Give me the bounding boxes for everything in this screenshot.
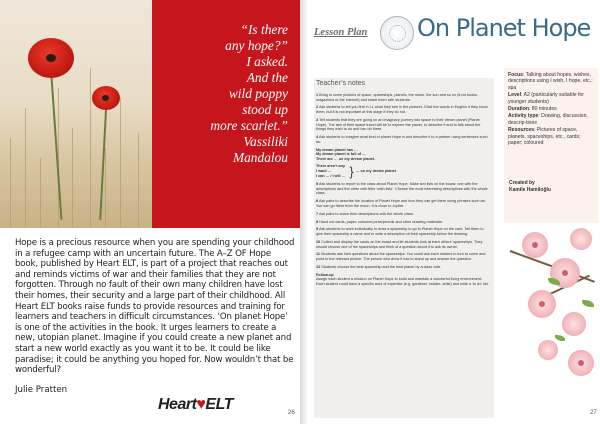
teachers-notes-panel (314, 78, 494, 418)
lesson-info-sidebar: Focus: Talking about hopes, wishes, descriptions using I wish, I hope, etc.; spa Level: A2 (particularly suitable for younger students) Duration: 80 minutes Activity type: Drawing, discussion, descrip-tions Resources: Pictures of space, planets, spaceships, etc., cards; paper; coloured (504, 68, 598, 223)
quote-box (152, 0, 300, 228)
step: 9 Ask students to work individually to draw a spaceship to go to Planet Hope on the card. Tell them to give their spaceship a name and to write a description of their spaceship below the drawing. (316, 227, 484, 237)
step: 8 Hand out cards, paper, coloured pens/pencils and other drawing materials. (316, 219, 443, 224)
step: 7 Ask pairs to share their descriptions with the whole class. (316, 211, 414, 216)
intro-paragraph: Hope is a precious resource when you are spending your childhood in a refugee camp with an uncertain future. The A–Z OF Hope book, published by Heart ELT, is part of a project that reaches out and reminds victims of war and their families that they are not forgotten. Through no fault of their own many children have lost their homes, their security and a large part of their childhood. All Heart ELT books raise funds to provide resources and training for learners and teachers in difficult circumstances. ‘On planet Hope’ is one of the activities in the book. It urges learners to create a new, utopian planet. Imagine if you could create a new planet and start a new world exactly as you want it to be. It could be like paradise; it could be anything you hoped for. Now wouldn’t that be wonderful? (15, 238, 295, 376)
planet-icon (380, 16, 414, 50)
sentence-patterns: My dream planet has … My dream planet is full of … There are … on my dream planet. There aren’t any I want … I can … / I will … } … on my dream planet (316, 147, 396, 179)
page-title: On Planet Hope (417, 14, 591, 42)
notes-heading: Teacher’s notes (316, 80, 366, 87)
heart-elt-logo: Heart♥ELT (158, 396, 233, 413)
step: 4 Ask students to imagine what kind of planet Hope is and describe it to a partner using sentences such as: (316, 135, 488, 144)
step: 1 Bring in some pictures of space, spaceships, planets, the moon, the sun and so on (from books, magazines or the internet) and share them with students. (316, 93, 478, 102)
author-name: Julie Pratten (15, 385, 68, 395)
page-number-left: 26 (288, 410, 295, 416)
brace-icon: } (349, 163, 354, 179)
step: 3 Tell students that they are going on an imaginary journey into space to their dream planet (Planet Hope). The aim of their space travel will be to explore the planet, to describe it and to talk about the things they wish to do and can do there. (316, 117, 481, 132)
step: 5 Ask students to report to the class about Planet Hope. Make two lists on the board: one with the descriptions and the other with their ‘wish lists’. Choose the most interesting descriptions with the whole class. (316, 182, 488, 196)
follow-up: Follow-up Assign each student a mission on Planet Hope to build and maintain a wonderful living environment. Each student could have a specific area of expertise (e.g. gardener, builder, artist) and write a ‘to do’ list. (316, 272, 489, 286)
poem-quote: “Is there any hope?” I asked. And the wild poppy stood up more scarlet.” Vassiliki Mandalou (210, 22, 288, 165)
step: 6 Ask pairs to describe the location of Planet Hope and how they can get there using phrases such as: You can go there from the moon. It is close to Jupiter. (316, 199, 486, 208)
step: 12 Students choose the best spaceship and the best planet by a class vote. (316, 264, 442, 269)
created-by: Created by Kamile Hamiloğlu (509, 180, 551, 193)
step: 2 Ask students to tell you first in L1 what they see in the pictures. Elicit the words in English if they know them, but it is not important at this stage if they do not. (316, 105, 488, 115)
notes-body (316, 93, 491, 290)
heart-icon: ♥ (196, 396, 206, 413)
lesson-plan-label: Lesson Plan (314, 27, 368, 38)
step: 11 Students ask their questions about the spaceships. You could ask each student in turn to come and point to the relevant picture. The person who drew it has to stand up and answer the question. (316, 252, 486, 261)
page-number-right: 27 (590, 410, 597, 416)
right-page (300, 0, 600, 424)
poppy-photo (0, 0, 152, 228)
step: 10 Collect and display the cards on the board and let students look at each others’ spaceships. They should choose one of the spaceships and think of a question about it to ask its owner. (316, 239, 483, 249)
